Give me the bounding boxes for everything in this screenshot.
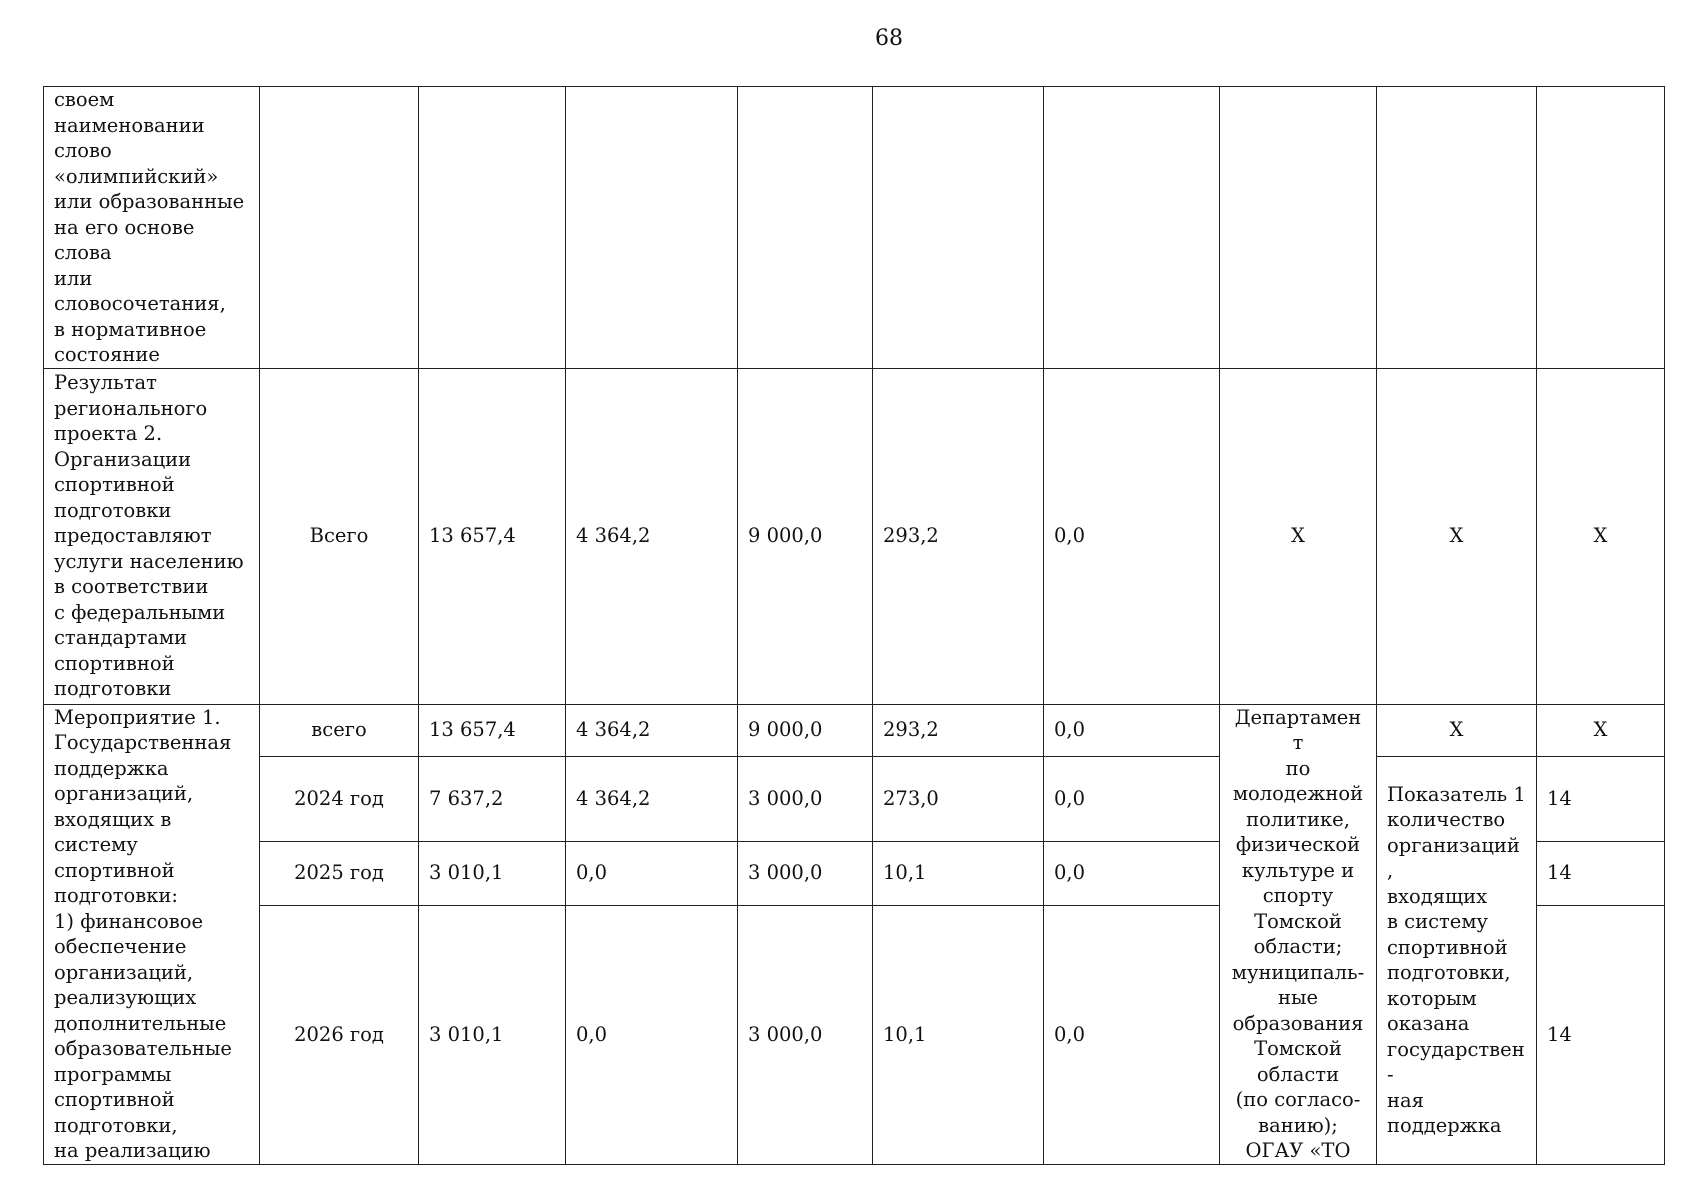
responsible-cell: Х — [1220, 368, 1377, 704]
indicator-text-cell — [1377, 756, 1537, 1164]
period-cell: Всего — [260, 368, 419, 704]
extra-cell — [1044, 87, 1220, 369]
indicator-cell — [1377, 87, 1537, 369]
regional-cell: 3 000,0 — [738, 905, 873, 1164]
indicator-value-cell: Х — [1537, 368, 1665, 704]
regional-cell: 3 000,0 — [738, 841, 873, 905]
indicator-value-cell: 14 — [1537, 756, 1665, 841]
responsible-org-text: Департамент по молодежной политике, физической культуре и спорту Томской области; муниципаль- ные образования Томской области (по согласо- ванию); ОГАУ «ТО — [1231, 705, 1365, 1162]
table-row — [44, 368, 1665, 704]
program-table — [43, 86, 1665, 1165]
period-cell: всего — [260, 704, 419, 756]
row-name-cell — [44, 368, 260, 704]
indicator-value-cell: Х — [1537, 704, 1665, 756]
period-cell: 2026 год — [260, 905, 419, 1164]
period-cell — [260, 87, 419, 369]
federal-cell: 4 364,2 — [566, 756, 738, 841]
period-cell: 2025 год — [260, 841, 419, 905]
indicator-value-cell: 14 — [1537, 841, 1665, 905]
local-cell: 293,2 — [873, 704, 1044, 756]
regional-cell: 3 000,0 — [738, 756, 873, 841]
indicator-cell: Х — [1377, 704, 1537, 756]
federal-cell: 0,0 — [566, 841, 738, 905]
row-name-text: своем наименовании слово «олимпийский» или образованные на его основе слова или словосочетания, в нормативное состояние — [54, 88, 245, 366]
table-row — [44, 756, 1665, 841]
total-cell: 13 657,4 — [419, 704, 566, 756]
indicator-cell: Х — [1377, 368, 1537, 704]
row-name-text: Результат регионального проекта 2. Организации спортивной подготовки предоставляют услуги населению в соответствии с федеральными стандартами спортивной подготовки — [54, 371, 244, 701]
extra-cell: 0,0 — [1044, 756, 1220, 841]
federal-cell: 4 364,2 — [566, 368, 738, 704]
extra-cell: 0,0 — [1044, 704, 1220, 756]
federal-cell: 0,0 — [566, 905, 738, 1164]
local-cell: 10,1 — [873, 841, 1044, 905]
extra-cell: 0,0 — [1044, 841, 1220, 905]
indicator-value-cell: 14 — [1537, 905, 1665, 1164]
local-cell: 10,1 — [873, 905, 1044, 1164]
local-cell — [873, 87, 1044, 369]
total-cell: 3 010,1 — [419, 905, 566, 1164]
total-cell: 7 637,2 — [419, 756, 566, 841]
local-cell: 273,0 — [873, 756, 1044, 841]
page-number: 68 — [875, 26, 903, 51]
responsible-org-cell — [1220, 704, 1377, 1164]
local-cell: 293,2 — [873, 368, 1044, 704]
federal-cell — [566, 87, 738, 369]
regional-cell: 9 000,0 — [738, 368, 873, 704]
total-cell — [419, 87, 566, 369]
total-cell: 13 657,4 — [419, 368, 566, 704]
table-row — [44, 704, 1665, 756]
row-name-cell — [44, 87, 260, 369]
extra-cell: 0,0 — [1044, 905, 1220, 1164]
responsible-cell — [1220, 87, 1377, 369]
federal-cell: 4 364,2 — [566, 704, 738, 756]
regional-cell — [738, 87, 873, 369]
period-cell: 2024 год — [260, 756, 419, 841]
indicator-value-cell — [1537, 87, 1665, 369]
table-row — [44, 87, 1665, 369]
event-name-text: Мероприятие 1. Государственная поддержка организаций, входящих в систему спортивной подготовки: 1) финансовое обеспечение организаций, реализующих дополнительные образовательные программы спортивной подготовки, на реализацию — [54, 705, 232, 1162]
extra-cell: 0,0 — [1044, 368, 1220, 704]
indicator-text: Показатель 1 количество организаций, входящих в систему спортивной подготовки, которым оказана государствен- ная поддержка — [1387, 782, 1526, 1137]
regional-cell: 9 000,0 — [738, 704, 873, 756]
event-name-cell — [44, 704, 260, 1164]
total-cell: 3 010,1 — [419, 841, 566, 905]
